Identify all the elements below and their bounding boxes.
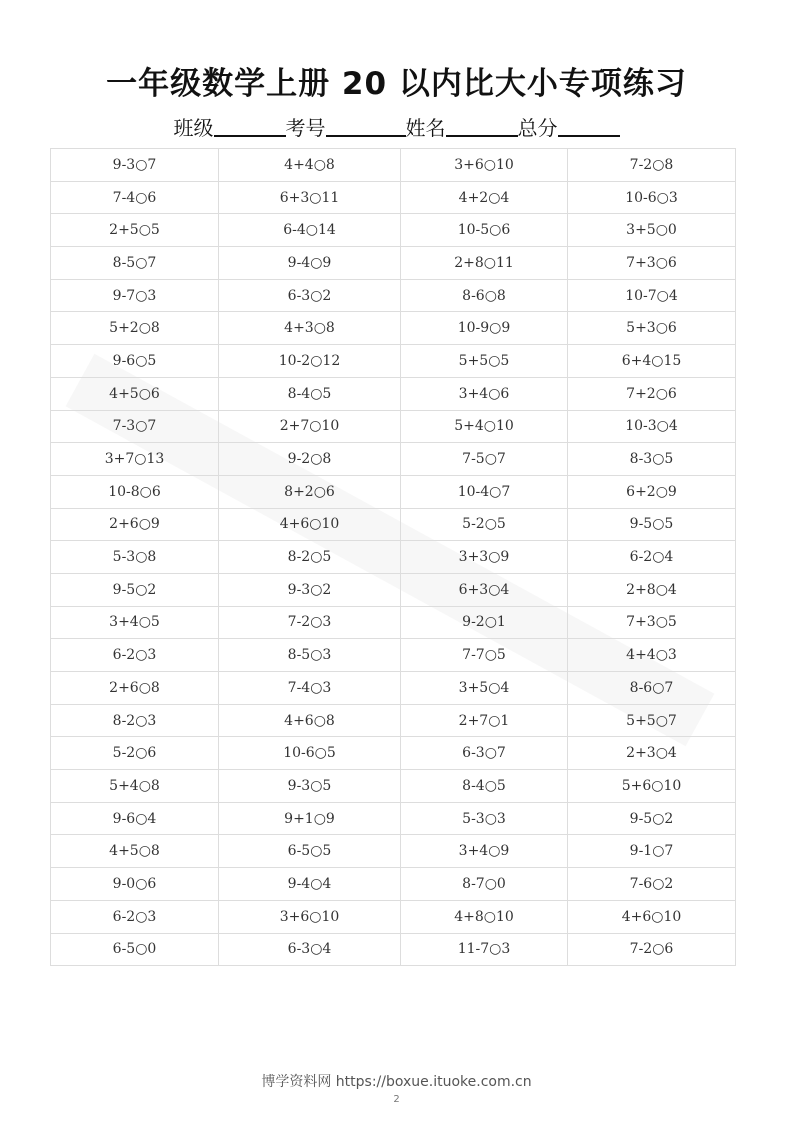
comparison-problem[interactable]: 6+4○15 [568,345,736,378]
comparison-problem[interactable]: 10-9○9 [401,312,568,345]
name-label: 姓名 [405,116,446,140]
comparison-problem[interactable]: 7-5○7 [401,443,568,476]
comparison-problem[interactable]: 9-3○5 [219,770,401,803]
comparison-problem[interactable]: 9-1○7 [568,835,736,868]
comparison-problem[interactable]: 7-4○6 [51,181,219,214]
table-row [51,835,736,868]
table-row [51,704,736,737]
comparison-problem[interactable]: 5+5○7 [568,704,736,737]
comparison-problem[interactable]: 3+6○10 [219,900,401,933]
comparison-problem[interactable]: 8-7○0 [401,868,568,901]
student-info-line [0,112,793,141]
table-row [51,475,736,508]
comparison-problem[interactable]: 4+5○6 [51,377,219,410]
comparison-problem[interactable]: 6+3○4 [401,573,568,606]
comparison-problem[interactable]: 2+8○11 [401,247,568,280]
score-blank[interactable] [558,115,620,137]
comparison-problem[interactable]: 4+4○8 [219,149,401,182]
class-blank[interactable] [214,115,286,137]
comparison-problem[interactable]: 9-4○9 [219,247,401,280]
comparison-problem[interactable]: 5+5○5 [401,345,568,378]
table-row [51,933,736,966]
comparison-problem[interactable]: 10-2○12 [219,345,401,378]
table-row [51,377,736,410]
comparison-problem[interactable]: 4+8○10 [401,900,568,933]
comparison-problem[interactable]: 3+4○9 [401,835,568,868]
comparison-problem[interactable]: 11-7○3 [401,933,568,966]
comparison-problem[interactable]: 7+3○6 [568,247,736,280]
comparison-problem[interactable]: 4+5○8 [51,835,219,868]
comparison-problem[interactable]: 10-6○3 [568,181,736,214]
comparison-problem[interactable]: 3+6○10 [401,149,568,182]
comparison-problem[interactable]: 3+5○0 [568,214,736,247]
comparison-problem[interactable]: 8-6○8 [401,279,568,312]
comparison-problem[interactable]: 8-4○5 [219,377,401,410]
comparison-problem[interactable]: 5-3○8 [51,541,219,574]
page-title: 一年级数学上册 20 以内比大小专项练习 [106,66,687,102]
comparison-problem[interactable]: 10-4○7 [401,475,568,508]
comparison-problem[interactable]: 5+6○10 [568,770,736,803]
comparison-problem[interactable]: 4+6○8 [219,704,401,737]
comparison-problem[interactable]: 6+3○11 [219,181,401,214]
comparison-problem[interactable]: 5+2○8 [51,312,219,345]
comparison-problem[interactable]: 9-2○8 [219,443,401,476]
comparison-problem[interactable]: 6-5○5 [219,835,401,868]
table-row [51,606,736,639]
comparison-problem[interactable]: 9-2○1 [401,606,568,639]
comparison-problem[interactable]: 5-2○6 [51,737,219,770]
comparison-problem[interactable]: 6-4○14 [219,214,401,247]
comparison-problem[interactable]: 4+2○4 [401,181,568,214]
comparison-problem[interactable]: 6-3○4 [219,933,401,966]
comparison-problem[interactable]: 3+7○13 [51,443,219,476]
table-row [51,770,736,803]
score-label: 总分 [517,116,558,140]
comparison-problem[interactable]: 3+4○5 [51,606,219,639]
comparison-problem[interactable]: 10-7○4 [568,279,736,312]
comparison-problem[interactable]: 2+5○5 [51,214,219,247]
table-row [51,247,736,280]
comparison-problem[interactable]: 7-2○3 [219,606,401,639]
comparison-problem[interactable]: 8-2○3 [51,704,219,737]
exam-no-label: 考号 [285,116,326,140]
comparison-problem[interactable]: 10-8○6 [51,475,219,508]
comparison-problem[interactable]: 8-5○3 [219,639,401,672]
name-blank[interactable] [446,115,518,137]
table-row [51,181,736,214]
comparison-problem[interactable]: 7-3○7 [51,410,219,443]
comparison-problem[interactable]: 9-5○2 [568,802,736,835]
table-row [51,279,736,312]
comparison-problem[interactable]: 5+3○6 [568,312,736,345]
comparison-problem[interactable]: 6-2○3 [51,900,219,933]
comparison-problem[interactable]: 3+4○6 [401,377,568,410]
comparison-problem[interactable]: 2+6○8 [51,672,219,705]
table-row [51,508,736,541]
comparison-problem[interactable]: 10-6○5 [219,737,401,770]
table-row [51,410,736,443]
comparison-problem[interactable]: 7-2○8 [568,149,736,182]
comparison-problem[interactable]: 5-2○5 [401,508,568,541]
comparison-problem[interactable]: 6-3○7 [401,737,568,770]
comparison-problem[interactable]: 7+3○5 [568,606,736,639]
table-row [51,868,736,901]
comparison-problem[interactable]: 2+8○4 [568,573,736,606]
table-row [51,345,736,378]
comparison-problem[interactable]: 10-5○6 [401,214,568,247]
comparison-problem[interactable]: 9-0○6 [51,868,219,901]
comparison-problem[interactable]: 2+3○4 [568,737,736,770]
page-number: 2 [393,1094,400,1105]
table-row [51,443,736,476]
comparison-problem[interactable]: 9-3○7 [51,149,219,182]
comparison-problem[interactable]: 8-5○7 [51,247,219,280]
comparison-problem[interactable]: 2+7○10 [219,410,401,443]
comparison-problem[interactable]: 4+6○10 [568,900,736,933]
comparison-problem[interactable]: 7-7○5 [401,639,568,672]
exam-no-blank[interactable] [326,115,406,137]
comparison-problem[interactable]: 9+1○9 [219,802,401,835]
comparison-problem[interactable]: 9-6○4 [51,802,219,835]
comparison-problem[interactable]: 5+4○8 [51,770,219,803]
comparison-problem[interactable]: 6-2○3 [51,639,219,672]
comparison-problem[interactable]: 9-5○2 [51,573,219,606]
comparison-problem[interactable]: 8+2○6 [219,475,401,508]
table-row [51,672,736,705]
comparison-problem[interactable]: 6+2○9 [568,475,736,508]
comparison-problem[interactable]: 3+3○9 [401,541,568,574]
comparison-problem[interactable]: 8-6○7 [568,672,736,705]
comparison-problem[interactable]: 5-3○3 [401,802,568,835]
comparison-problem[interactable]: 6-5○0 [51,933,219,966]
comparison-problem[interactable]: 8-3○5 [568,443,736,476]
comparison-problem[interactable]: 7-6○2 [568,868,736,901]
comparison-problem[interactable]: 9-4○4 [219,868,401,901]
comparison-problem[interactable]: 10-3○4 [568,410,736,443]
table-row [51,802,736,835]
comparison-problem[interactable]: 4+3○8 [219,312,401,345]
table-row [51,639,736,672]
comparison-problem[interactable]: 7+2○6 [568,377,736,410]
comparison-problem[interactable]: 9-7○3 [51,279,219,312]
comparison-problem[interactable]: 3+5○4 [401,672,568,705]
comparison-problem[interactable]: 7-4○3 [219,672,401,705]
table-row [51,737,736,770]
comparison-problem[interactable]: 8-2○5 [219,541,401,574]
table-row [51,214,736,247]
comparison-problem[interactable]: 9-3○2 [219,573,401,606]
comparison-problem[interactable]: 5+4○10 [401,410,568,443]
table-row [51,312,736,345]
table-row [51,149,736,182]
comparison-problem[interactable]: 2+7○1 [401,704,568,737]
comparison-problem[interactable]: 4+6○10 [219,508,401,541]
comparison-problem[interactable]: 6-2○4 [568,541,736,574]
exercise-table [50,148,736,966]
table-row [51,573,736,606]
comparison-problem[interactable]: 8-4○5 [401,770,568,803]
table-row [51,541,736,574]
comparison-problem[interactable]: 9-6○5 [51,345,219,378]
footer-source: 博学资料网 https://boxue.ituoke.com.cn [261,1074,532,1090]
class-label: 班级 [173,116,214,140]
table-row [51,900,736,933]
comparison-problem[interactable]: 6-3○2 [219,279,401,312]
comparison-problem[interactable]: 9-5○5 [568,508,736,541]
comparison-problem[interactable]: 2+6○9 [51,508,219,541]
comparison-problem[interactable]: 4+4○3 [568,639,736,672]
comparison-problem[interactable]: 7-2○6 [568,933,736,966]
